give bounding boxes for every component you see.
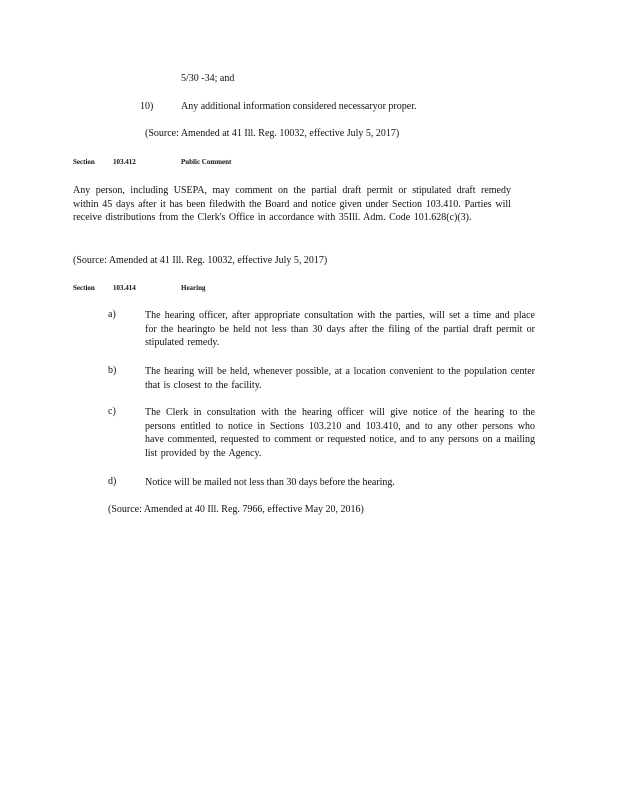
list-item-text: The hearing officer, after appropriate consultation with the parties, will set a time and place for the hearingto be held not less than 30 days after the filing of the partial draft permit or stipulated remedy. — [145, 310, 535, 348]
section-title: Hearing — [181, 284, 206, 292]
list-item-label: c) — [108, 406, 116, 417]
source-note-3: (Source: Amended at 40 Ill. Reg. 7966, effective May 20, 2016) — [108, 504, 364, 515]
section-body: Any person, including USEPA, may comment on the partial draft permit or stipulated draft remedy within 45 days after it has been filedwith the Board and notice given under Section 103.410. Parties will receive distributions from the Clerk's Office in accordance with 35Ill. Adm. Code 101.628(c)(3). — [73, 185, 511, 223]
section-title: Public Comment — [181, 158, 232, 166]
item-10-text: Any additional information considered necessaryor proper. — [181, 101, 417, 112]
source-note-1: (Source: Amended at 41 Ill. Reg. 10032, effective July 5, 2017) — [145, 128, 400, 139]
list-item-text: The Clerk in consultation with the hearing officer will give notice of the hearing to the persons entitled to notice in Sections 103.210 and 103.410, and to any other persons who have commented, requested to comment or requested notice, and to any persons on a mailing list provided by the Agency. — [145, 407, 535, 459]
section-label: Section — [73, 158, 95, 166]
list-item-text: The hearing will be held, whenever possible, at a location convenient to the population center that is closest to the facility. — [145, 366, 535, 391]
list-item-text: Notice will be mailed not less than 30 days before the hearing. — [145, 477, 395, 488]
continued-item-text: 5/30 -34; and — [181, 73, 235, 84]
list-item-label: d) — [108, 476, 117, 487]
list-item-label: b) — [108, 365, 117, 376]
list-item-label: a) — [108, 309, 116, 320]
section-label: Section — [73, 284, 95, 292]
item-10-label: 10) — [140, 101, 154, 112]
section-number: 103.414 — [113, 284, 136, 292]
source-note-2: (Source: Amended at 41 Ill. Reg. 10032, effective July 5, 2017) — [73, 255, 328, 266]
section-number: 103.412 — [113, 158, 136, 166]
